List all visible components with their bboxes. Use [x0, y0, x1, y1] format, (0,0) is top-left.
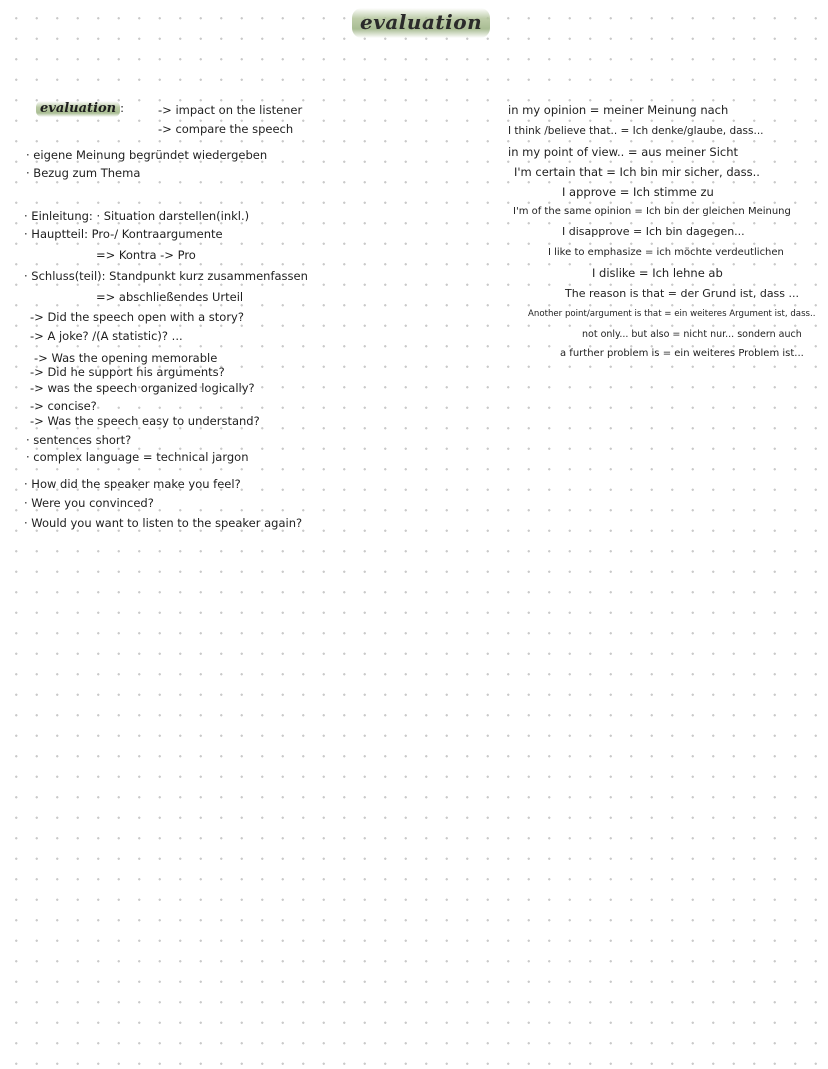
phrase-line: I'm of the same opinion = Ich bin der gleichen Meinung: [513, 206, 791, 217]
left-line: · Were you convinced?: [24, 496, 154, 510]
left-line: · Bezug zum Thema: [26, 166, 141, 180]
impact-line: -> impact on the listener: [158, 103, 303, 117]
phrase-line: I approve = Ich stimme zu: [562, 185, 714, 199]
left-line: · Einleitung: · Situation darstellen(inkl.): [24, 209, 250, 223]
left-line: => abschließendes Urteil: [96, 290, 244, 304]
left-line: -> Was the speech easy to understand?: [30, 414, 260, 428]
left-line: -> A joke? /(A statistic)? ...: [30, 329, 183, 343]
phrase-line: not only... but also = nicht nur... sondern auch: [582, 329, 802, 340]
left-line: -> was the speech organized logically?: [30, 381, 255, 395]
left-line: · eigene Meinung begründet wiedergeben: [26, 148, 268, 162]
phrase-line: I like to emphasize = ich möchte verdeutlichen: [548, 247, 784, 258]
evaluation-heading-colon: :: [120, 101, 125, 115]
phrase-line: Another point/argument is that = ein weiteres Argument ist, dass..: [528, 309, 816, 319]
left-line: · How did the speaker make you feel?: [24, 477, 241, 491]
compare-line: -> compare the speech: [158, 122, 294, 136]
phrase-line: I disapprove = Ich bin dagegen...: [562, 225, 745, 238]
evaluation-heading-line: [36, 101, 124, 116]
left-line: · Schluss(teil): Standpunkt kurz zusammenfassen: [24, 269, 308, 283]
left-line: · Would you want to listen to the speaker again?: [24, 516, 303, 530]
phrase-line: The reason is that = der Grund ist, dass ...: [565, 287, 800, 300]
phrase-line: in my opinion = meiner Meinung nach: [508, 103, 729, 117]
left-line: · Hauptteil: Pro-/ Kontraargumente: [24, 227, 223, 241]
left-line: -> Was the opening memorable: [34, 351, 218, 365]
left-line: -> concise?: [30, 399, 97, 413]
left-line: · complex language = technical jargon: [26, 450, 249, 464]
phrase-line: in my point of view.. = aus meiner Sicht: [508, 145, 739, 159]
phrase-line: I'm certain that = Ich bin mir sicher, dass..: [514, 165, 760, 179]
phrase-line: I dislike = Ich lehne ab: [592, 266, 723, 280]
phrase-line: I think /believe that.. = Ich denke/glaube, dass...: [508, 125, 764, 137]
phrase-line: a further problem is = ein weiteres Problem ist...: [560, 348, 804, 359]
page-title: evaluation: [352, 8, 490, 38]
left-line: => Kontra -> Pro: [96, 248, 196, 262]
left-line: -> Did the speech open with a story?: [30, 310, 244, 324]
left-line: -> Did he support his arguments?: [30, 365, 225, 379]
left-line: · sentences short?: [26, 433, 132, 447]
evaluation-heading: evaluation: [36, 101, 120, 117]
